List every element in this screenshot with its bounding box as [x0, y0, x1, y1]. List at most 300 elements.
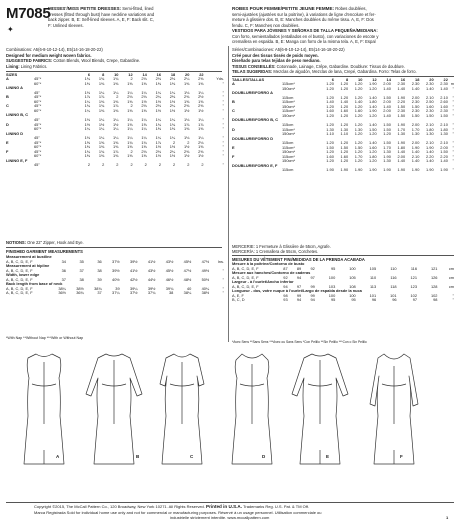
- measurement-value: 38¾: [94, 285, 102, 291]
- measurement-value: 94: [310, 297, 315, 303]
- combinations: Combinations: A5(6-8-10-12-14), E5(14-16-18-20-22): [6, 47, 103, 52]
- yardage-value: 1⅞: [113, 148, 119, 154]
- finished-measurements-en: [6, 255, 224, 296]
- measurement-value: 126: [430, 274, 438, 280]
- yardage-value: ": [222, 107, 224, 113]
- yardage-value: 1.70: [354, 153, 363, 159]
- yardage-value: 1¾: [98, 76, 105, 82]
- size-8: 8: [102, 71, 105, 77]
- lining-text: Lining Fabrics.: [20, 63, 48, 69]
- measurement-value: cm: [448, 274, 454, 280]
- row-section-label: DOUBLURE/FORRO A: [232, 90, 273, 96]
- yardage-value: ": [452, 131, 454, 137]
- size-22: 22: [443, 76, 448, 82]
- yardage-value: ": [452, 112, 454, 118]
- lining-label: Lining:: [6, 63, 20, 69]
- measurement-views: A, B, C, D, E, F: [232, 265, 259, 271]
- yardage-value: 1.30: [411, 131, 420, 137]
- yardage-value: 1¾: [127, 139, 133, 145]
- yardage-value: 1.40: [340, 99, 349, 105]
- yardage-value: 1.90: [354, 167, 363, 173]
- yardage-value: 2.20: [440, 153, 448, 159]
- measurement-views: A, B, C, D, E, F: [6, 267, 33, 273]
- yardage-value: 1.50: [411, 112, 420, 118]
- measurement-value: 36: [61, 267, 66, 273]
- yardage-value: 2: [116, 162, 119, 168]
- yardage-value: 2⅛: [141, 103, 147, 109]
- measurement-value: 48½: [183, 276, 192, 282]
- row-view-label: C: [6, 103, 9, 109]
- yardage-value: 1½: [169, 153, 176, 159]
- yardage-value: 1⅞: [98, 94, 105, 100]
- finished-measurements-title: FINISHED GARMENT MEASUREMENTS: [6, 249, 83, 254]
- printed-in: Printed in U.S.A.: [206, 504, 243, 509]
- measurement-value: 49½: [201, 267, 210, 273]
- size-12: 12: [128, 71, 133, 77]
- yardage-value: 2¼: [155, 94, 161, 100]
- yardage-value: 1.20: [326, 149, 334, 155]
- yardage-value: 1.20: [383, 131, 391, 137]
- yardage-value: 2.00: [397, 153, 406, 159]
- yardage-value: 1.30: [383, 158, 391, 164]
- row-fabric-width: 115cm: [282, 140, 294, 146]
- measurement-views: A, B, C, D, E, F: [6, 285, 33, 291]
- measurement-value: 123: [410, 283, 418, 289]
- yardage-value: 1.40: [326, 99, 334, 105]
- measurement-value: 121: [430, 265, 438, 271]
- yardage-value: 2.20: [397, 99, 406, 105]
- yardage-value: 2.30: [411, 81, 420, 87]
- measurement-views: A, B, C, D, E, F: [6, 290, 33, 296]
- measurement-value: 100: [328, 292, 336, 298]
- yardage-value: 1.90: [440, 167, 448, 173]
- measurement-value: 40½: [112, 276, 120, 282]
- yardage-value: 1½: [84, 121, 91, 127]
- measurement-value: 38¼: [183, 290, 192, 296]
- measurement-value: 37½: [129, 290, 138, 296]
- row-view-label: A: [232, 81, 235, 87]
- row-fabric-width: 150cm*: [282, 149, 296, 155]
- yardage-value: 1½: [155, 153, 161, 159]
- yardage-value: 2.00: [440, 144, 448, 150]
- sketch-label-a: A: [56, 454, 60, 459]
- yardage-value: 1.20: [340, 158, 349, 164]
- sketch-view-e: [292, 354, 348, 464]
- yardage-value: 1.30: [383, 149, 391, 155]
- en-description: [48, 6, 153, 11]
- measurement-title: Measurement at bustline: [6, 254, 52, 259]
- yardage-value: 1½: [169, 98, 176, 104]
- yardage-value: 1⅜: [155, 126, 161, 132]
- yardage-value: 1.90: [426, 167, 434, 173]
- measurement-views: A, B, C, D, E, F: [232, 283, 259, 289]
- yardage-value: 1¾: [98, 103, 105, 109]
- yardage-value: ": [222, 116, 224, 122]
- yardage-value: 1⅜: [198, 126, 204, 132]
- yardage-value: 1.50: [383, 126, 391, 132]
- yardage-value: 1.90: [369, 81, 377, 87]
- measurement-value: 121: [410, 274, 418, 280]
- yardage-value: 2¼: [183, 76, 190, 82]
- yardage-value: 1.50: [383, 94, 391, 100]
- yardage-value: 1¼: [84, 126, 91, 132]
- yardage-value: 1.70: [383, 144, 391, 150]
- notions: [6, 240, 84, 245]
- yardage-value: 2: [130, 148, 133, 154]
- yardage-value: 1⅞: [155, 139, 161, 145]
- measurement-value: 102: [410, 292, 418, 298]
- yardage-value: 2⅜: [198, 103, 204, 109]
- yardage-value: 2: [187, 162, 190, 168]
- row-fabric-width: 115cm: [282, 94, 294, 100]
- measurement-value: 37¾: [147, 290, 156, 296]
- yardage-value: 2⅜: [169, 94, 176, 100]
- yardage-value: m: [450, 81, 454, 87]
- yardage-value: 2⅜: [183, 103, 190, 109]
- notions-label: NOTIONS:: [6, 240, 27, 245]
- footer-divider: [6, 502, 454, 503]
- merceria: MERCERÍA: 1 Cremallera de 55cm, Corchetes.: [232, 249, 319, 254]
- yardage-value: 1½: [155, 98, 161, 104]
- yardage-value: 1¼: [127, 89, 133, 95]
- yardage-value: 2.30: [411, 108, 420, 114]
- yardage-value: 2: [130, 76, 133, 82]
- yardage-value: 1.40: [369, 94, 377, 100]
- yardage-value: 1½: [183, 144, 190, 150]
- en-title: MISSES'/MISS PETITE DRESSES:: [48, 6, 122, 11]
- yardage-value: 1¼: [141, 116, 147, 122]
- yardage-value: 1.90: [397, 167, 406, 173]
- yardage-value: 1.20: [326, 94, 334, 100]
- measurement-value: 102: [430, 292, 438, 298]
- sketch-view-d: [232, 354, 272, 464]
- measurement-value: 101: [369, 292, 377, 298]
- yardage-value: 2.10: [440, 140, 448, 146]
- size-14: 14: [386, 76, 391, 82]
- measurement-value: 45½: [165, 267, 174, 273]
- yardage-value: 1¾: [84, 103, 91, 109]
- yardage-value: ": [452, 94, 454, 100]
- yardage-value: 2: [173, 139, 176, 145]
- tissus-conseilles: [232, 64, 405, 69]
- diseno: Diseñado para telas tejidas de peso mediano.: [232, 58, 321, 63]
- yardage-value: 2.10: [426, 94, 434, 100]
- row-view-label: [232, 168, 282, 173]
- measurement-value: ": [222, 285, 224, 291]
- yardage-value: 1½: [113, 121, 119, 127]
- yardage-value: 1¼: [84, 107, 91, 113]
- yardage-value: 2.00: [383, 108, 391, 114]
- measurement-value: 100: [349, 292, 356, 298]
- yardage-value: 1¼: [98, 116, 105, 122]
- yardage-value: 1¾: [84, 148, 91, 154]
- yardage-value: 1¼: [127, 116, 133, 122]
- suggested-label: SUGGESTED FABRICS:: [6, 58, 53, 63]
- yardage-value: 2.00: [383, 99, 391, 105]
- yardage-value: 1.20: [340, 85, 349, 91]
- yardage-value: 1¾: [113, 76, 119, 82]
- sketch-view-b: [86, 354, 142, 464]
- row-fabric-width: 115cm*: [282, 153, 295, 159]
- yardage-value: 1⅜: [141, 107, 147, 113]
- yardage-value: ": [452, 149, 454, 155]
- usage-notice: Marca Registrada Sold for individual home use only and not for commercial or manufacturing purposes. Réservé à un usage personnel. Utilisation commerciale ou: [34, 509, 322, 515]
- row-section-label: LINING A: [6, 85, 23, 91]
- yardage-value: 1.20: [354, 149, 363, 155]
- fr-description: [232, 6, 367, 11]
- yardage-value: 1.60: [326, 108, 334, 114]
- brand-mark-icon: ✦: [7, 25, 14, 34]
- tissus-text: Cotonnade, Lainage, Crêpe, Gabardine. Doublure: Tissus de doublure.: [276, 63, 405, 69]
- size-10: 10: [114, 71, 119, 77]
- measurement-views: A, B, C, D, E, F: [232, 274, 259, 280]
- measurement-value: cm: [448, 265, 454, 271]
- yardage-value: 1¼: [155, 89, 161, 95]
- divider: [6, 247, 222, 248]
- yardage-value: 1.30: [340, 126, 349, 132]
- sketch-view-c: [160, 354, 204, 464]
- yardage-value: 1.80: [440, 126, 448, 132]
- row-section-label: DOUBLURE/FORRO E, F: [232, 162, 278, 168]
- yardage-value: 1.20: [369, 149, 377, 155]
- yardage-value: 2⅛: [127, 94, 133, 100]
- yardage-value: 2¼: [169, 103, 176, 109]
- yardage-value: 1⅜: [84, 80, 91, 86]
- nap-note-en: *With Nap **Without Nap ***With or Without Nap: [6, 336, 84, 340]
- yardage-value: 1⅜: [169, 126, 176, 132]
- yardage-value: ": [222, 153, 224, 159]
- measurement-title: Mesure à la poitrine/Contorno de busto: [232, 261, 305, 266]
- pattern-number: M7085: [6, 5, 51, 22]
- yardage-value: 1⅜: [127, 107, 133, 113]
- measurement-views: A, E, F: [232, 292, 244, 298]
- measurement-value: 37: [97, 290, 102, 296]
- yardage-value: 1⅜: [113, 98, 119, 104]
- yardage-value: 1½: [141, 98, 147, 104]
- sketch-label-d: D: [262, 454, 266, 459]
- measurement-value: 37: [79, 267, 84, 273]
- row-view-label: [6, 163, 34, 168]
- row-fabric-width: 115cm*: [282, 99, 295, 105]
- measurement-value: 99: [296, 292, 302, 298]
- measurement-title: Width, lower edge: [6, 272, 40, 278]
- row-fabric-width: 60"*: [34, 98, 42, 104]
- fr-desc-line-1: semi-ajustées (ajustées sur la poitrine), à variations de ligne d'encolure et fer-: [232, 11, 376, 17]
- size-20: 20: [429, 76, 434, 82]
- measurement-value: 96: [392, 297, 397, 303]
- yardage-value: 1.90: [369, 108, 377, 114]
- en-desc-line-3: F: Unlined sleeves.: [48, 22, 84, 28]
- row-fabric-width: 150cm*: [282, 112, 296, 118]
- yardage-value: 1.20: [369, 85, 377, 91]
- suggested-text: Cotton Blends, Wool Blends, Crepe, Gabardine.: [53, 58, 141, 63]
- measurement-title: Back length from base of neck: [6, 281, 63, 287]
- yardage-value: 1.80: [426, 126, 434, 132]
- yardage-value: ": [222, 121, 224, 127]
- yardage-table-fr-es: [232, 78, 454, 173]
- yardage-value: 1¼: [141, 135, 147, 141]
- yardage-value: 2.60: [440, 99, 448, 105]
- yardage-value: 1¼: [141, 89, 147, 95]
- yardage-value: 1.30: [440, 131, 448, 137]
- yardage-value: 1¼: [98, 135, 105, 141]
- yardage-value: 1⅝: [98, 139, 105, 145]
- mercerie: MERCERIE: 1 Fermeture à Glissière de 55cm, Agrafe.: [232, 244, 331, 249]
- size-20: 20: [185, 71, 190, 77]
- yardage-value: 1.20: [326, 112, 334, 118]
- measurement-row: [6, 291, 224, 296]
- yardage-value: ": [222, 89, 224, 95]
- yardage-value: 1.20: [340, 112, 349, 118]
- yardage-value: 2.30: [411, 99, 420, 105]
- measurement-value: 103: [328, 283, 336, 289]
- yardage-value: 1.50: [326, 144, 334, 150]
- yardage-value: 1.50: [397, 103, 406, 109]
- yardage-value: 1⅜: [198, 80, 204, 86]
- row-section-label: LINING B, C: [6, 112, 29, 118]
- yardage-value: 1½: [155, 107, 161, 113]
- yardage-value: 2⅛: [155, 103, 161, 109]
- yardage-value: 1.40: [369, 140, 377, 146]
- yardage-value: 2: [201, 162, 204, 168]
- combinaisons: Séries/Combinaciones: A5(6-8-10-12-14), E5(14-16-18-20-22): [232, 47, 345, 52]
- yardage-value: 2.30: [426, 81, 434, 87]
- yardage-value: 1.30: [426, 131, 434, 137]
- yardage-value: 1¾: [84, 76, 91, 82]
- yardage-value: 2: [87, 162, 91, 168]
- yardage-value: 1.90: [369, 167, 377, 173]
- row-fabric-width: 45"*: [34, 76, 42, 82]
- measurement-value: 92: [310, 265, 315, 271]
- measurement-views: A, B, C, D, E, F: [6, 258, 33, 264]
- page-number: 1: [446, 515, 449, 520]
- measurement-value: 38: [169, 290, 174, 296]
- row-fabric-width: 45"*: [34, 94, 42, 100]
- measurement-value: ": [452, 292, 454, 298]
- yardage-value: 1.40: [383, 103, 391, 109]
- measurement-title: Longueur - dos, votre nuque à l'ourlet/Largo de espalda desde la nuca: [232, 288, 362, 294]
- yardage-value: 1¼: [198, 89, 204, 95]
- trademark: Trademarks Reg. U.S. Pat. & TM Off.: [243, 504, 310, 509]
- measurement-value: 36: [97, 258, 102, 264]
- size-10: 10: [358, 76, 363, 82]
- yardage-value: 1.50: [426, 112, 434, 118]
- yardage-value: 1¼: [198, 135, 204, 141]
- yardage-value: 2.10: [426, 121, 434, 127]
- measurement-value: 39¾: [165, 285, 174, 291]
- yardage-value: 1½: [169, 107, 176, 113]
- yardage-value: 1.20: [340, 140, 349, 146]
- row-fabric-width: 45": [34, 162, 40, 168]
- yardage-value: ": [452, 103, 454, 109]
- yardage-value: 1.20: [340, 81, 349, 87]
- yardage-value: 2: [116, 94, 119, 100]
- yardage-value: 1¼: [113, 126, 119, 132]
- yardage-value: 1.20: [326, 85, 334, 91]
- yardage-value: 1⅜: [127, 98, 133, 104]
- size-12: 12: [372, 76, 377, 82]
- row-fabric-width: 150cm*: [282, 103, 296, 109]
- yardage-value: 1.90: [426, 144, 434, 150]
- yardage-value: 1.70: [397, 126, 406, 132]
- fr-desc-line-0: Robes doublées,: [335, 6, 367, 11]
- yardage-value: 1⅜: [113, 144, 119, 150]
- yardage-value: 1¼: [169, 89, 176, 95]
- measurement-value: 38: [97, 267, 102, 273]
- measurement-value: ": [222, 276, 224, 282]
- yardage-value: 1.20: [354, 103, 363, 109]
- yardage-value: 2⅛: [141, 94, 147, 100]
- yardage-value: 1.60: [369, 144, 377, 150]
- yardage-value: 1⅜: [127, 153, 133, 159]
- size-14: 14: [142, 71, 147, 77]
- yardage-value: 1.30: [326, 126, 334, 132]
- yardage-value: 2⅛: [141, 148, 147, 154]
- measurement-value: 95: [351, 297, 356, 303]
- yardage-value: 1.20: [326, 140, 334, 146]
- yardage-value: 1.20: [369, 131, 377, 137]
- measurement-value: ": [222, 290, 224, 296]
- row-fabric-width: 45": [34, 89, 40, 95]
- yardage-value: 1.40: [383, 112, 391, 118]
- yardage-value: 2⅜: [183, 148, 190, 154]
- yardage-value: 1⅜: [98, 153, 105, 159]
- designed-for: Designed for medium weight woven fabrics.: [6, 52, 92, 58]
- yardage-value: 1⅜: [155, 80, 161, 86]
- yardage-value: 1⅝: [127, 121, 133, 127]
- telas-label: TELAS SUGERIDAS:: [232, 69, 273, 74]
- yardage-value: 2.00: [411, 121, 420, 127]
- yardage-value: 2: [130, 103, 133, 109]
- yardage-value: 1.20: [354, 131, 363, 137]
- yardage-value: 1¼: [141, 126, 147, 132]
- yardage-value: 1.20: [354, 81, 363, 87]
- measurement-views: A, B, C, D, E, F: [6, 276, 33, 282]
- measurement-value: 93: [283, 297, 288, 303]
- yardage-value: 2.00: [411, 94, 420, 100]
- yardage-value: 1.20: [326, 158, 334, 164]
- yardage-value: 2⅛: [169, 76, 176, 82]
- measurement-value: 37¼: [112, 290, 120, 296]
- yardage-value: 1⅞: [84, 94, 91, 100]
- sketch-label-b: B: [136, 454, 140, 459]
- yardage-value: ": [452, 121, 454, 127]
- yardage-value: 2⅜: [198, 76, 204, 82]
- yardage-value: 1½: [169, 144, 176, 150]
- row-fabric-width: 45"*: [34, 148, 42, 154]
- yardage-value: 2.10: [426, 140, 434, 146]
- measurement-value: 39½: [129, 258, 138, 264]
- yardage-value: 1.60: [426, 103, 434, 109]
- row-view-label: D: [232, 126, 235, 132]
- measurement-value: cm: [448, 283, 454, 289]
- measurement-value: 50½: [201, 276, 210, 282]
- yardage-value: ": [452, 158, 454, 164]
- measurement-value: 100: [328, 274, 336, 280]
- measurement-value: 45½: [183, 258, 192, 264]
- yardage-value: 1⅜: [169, 80, 176, 86]
- yardage-value: 1½: [183, 153, 190, 159]
- yardage-value: 1¼: [155, 135, 161, 141]
- row-fabric-width: 60"*: [34, 80, 42, 86]
- yardage-value: 1.90: [383, 167, 391, 173]
- yardage-value: 2⅛: [198, 139, 204, 145]
- yardage-value: 1.40: [440, 158, 448, 164]
- yardage-value: 2.20: [426, 153, 434, 159]
- sketch-view-f: [370, 354, 418, 464]
- measurement-value: 39½: [112, 267, 120, 273]
- yardage-value: ": [222, 148, 224, 154]
